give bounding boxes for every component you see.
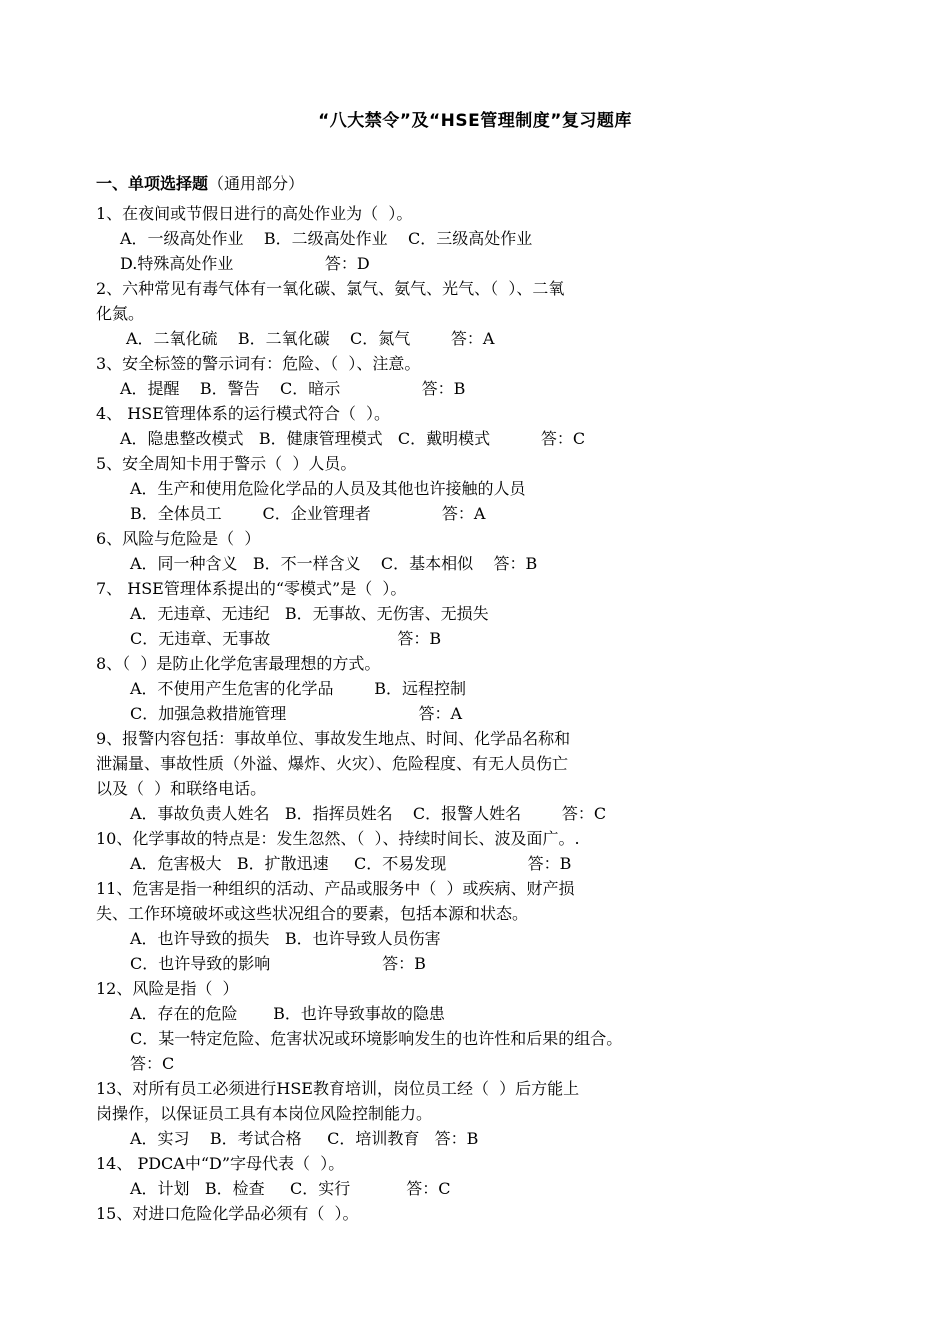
option-line: A．危害极大 B．扩散迅速 C．不易发现 答：B: [130, 854, 572, 873]
question-line: 3、安全标签的警示词有：危险、（ ）、注意。: [96, 354, 421, 373]
question-line: 岗操作，以保证员工具有本岗位风险控制能力。: [96, 1104, 433, 1123]
question-line: 7、 HSE管理体系提出的“零模式”是（ ）。: [96, 579, 407, 598]
question-line: 10、化学事故的特点是：发生忽然、（ ）、持续时间长、波及面广。.: [96, 829, 580, 848]
question-line: 2、六种常见有毒气体有一氧化碳、氯气、氨气、光气、（ ）、二氧: [96, 279, 565, 298]
question-line: 1、在夜间或节假日进行的高处作业为（ ）。: [96, 204, 413, 223]
question-line: 4、 HSE管理体系的运行模式符合（ ）。: [96, 404, 391, 423]
option-line: A．同一种含义 B．不一样含义 C．基本相似 答：B: [130, 554, 538, 573]
option-line: D.特殊高处作业 答：D: [120, 254, 370, 273]
document-title: “八大禁令”及“HSE管理制度”复习题库: [318, 111, 632, 131]
question-line: 9、报警内容包括：事故单位、事故发生地点、时间、化学品名称和: [96, 729, 571, 748]
option-line: C．无违章、无事故 答：B: [130, 629, 442, 648]
option-line: A．隐患整改模式 B．健康管理模式 C．戴明模式 答：C: [120, 429, 586, 448]
question-line: 以及（ ）和联络电话。: [96, 779, 267, 798]
option-line: A．二氧化硫 B．二氧化碳 C．氮气 答：A: [126, 329, 495, 348]
option-line: C．加强急救措施管理 答：A: [130, 704, 463, 723]
option-line: A．一级高处作业 B．二级高处作业 C．三级高处作业: [120, 229, 533, 248]
option-line: A．存在的危险 B．也许导致事故的隐患: [130, 1004, 445, 1023]
section-note: （通用部分）: [208, 174, 305, 193]
option-line: B．全体员工 C．企业管理者 答：A: [130, 504, 486, 523]
question-line: 失、工作环境破坏或这些状况组合的要素，包括本源和状态。: [96, 904, 529, 923]
option-line: A．生产和使用危险化学品的人员及其他也许接触的人员: [130, 479, 526, 498]
option-line: A．事故负责人姓名 B．指挥员姓名 C．报警人姓名 答：C: [130, 804, 607, 823]
option-line: A．计划 B．检查 C．实行 答：C: [130, 1179, 451, 1198]
section-heading: [96, 171, 304, 194]
question-line: 11、危害是指一种组织的活动、产品或服务中（ ）或疾病、财产损: [96, 879, 575, 898]
option-line: A．无违章、无违纪 B．无事故、无伤害、无损失: [130, 604, 489, 623]
question-line: 8、（ ）是防止化学危害最理想的方式。: [96, 654, 381, 673]
question-line: 13、对所有员工必须进行HSE教育培训，岗位员工经（ ）后方能上: [96, 1079, 580, 1098]
question-line: 12、风险是指（ ）: [96, 979, 239, 998]
option-line: A．也许导致的损失 B．也许导致人员伤害: [130, 929, 441, 948]
question-line: 6、风险与危险是（ ）: [96, 529, 261, 548]
option-line: A．提醒 B．警告 C．暗示 答：B: [120, 379, 466, 398]
question-line: 泄漏量、事故性质（外溢、爆炸、火灾）、危险程度、有无人员伤亡: [96, 754, 569, 773]
option-line: A．不使用产生危害的化学品 B．远程控制: [130, 679, 467, 698]
question-line: 14、 PDCA中“D”字母代表（ ）。: [96, 1154, 345, 1173]
option-line: C．也许导致的影响 答：B: [130, 954, 426, 973]
question-line: 化氮。: [96, 304, 145, 323]
option-line: A．实习 B．考试合格 C．培训教育 答：B: [130, 1129, 479, 1148]
answer-line: 答：C: [130, 1054, 175, 1073]
option-line: C．某一特定危险、危害状况或环境影响发生的也许性和后果的组合。: [130, 1029, 623, 1048]
section-heading-text: 一、单项选择题: [96, 174, 209, 193]
question-line: 15、对进口危险化学品必须有（ ）。: [96, 1204, 359, 1223]
question-line: 5、安全周知卡用于警示（ ）人员。: [96, 454, 357, 473]
